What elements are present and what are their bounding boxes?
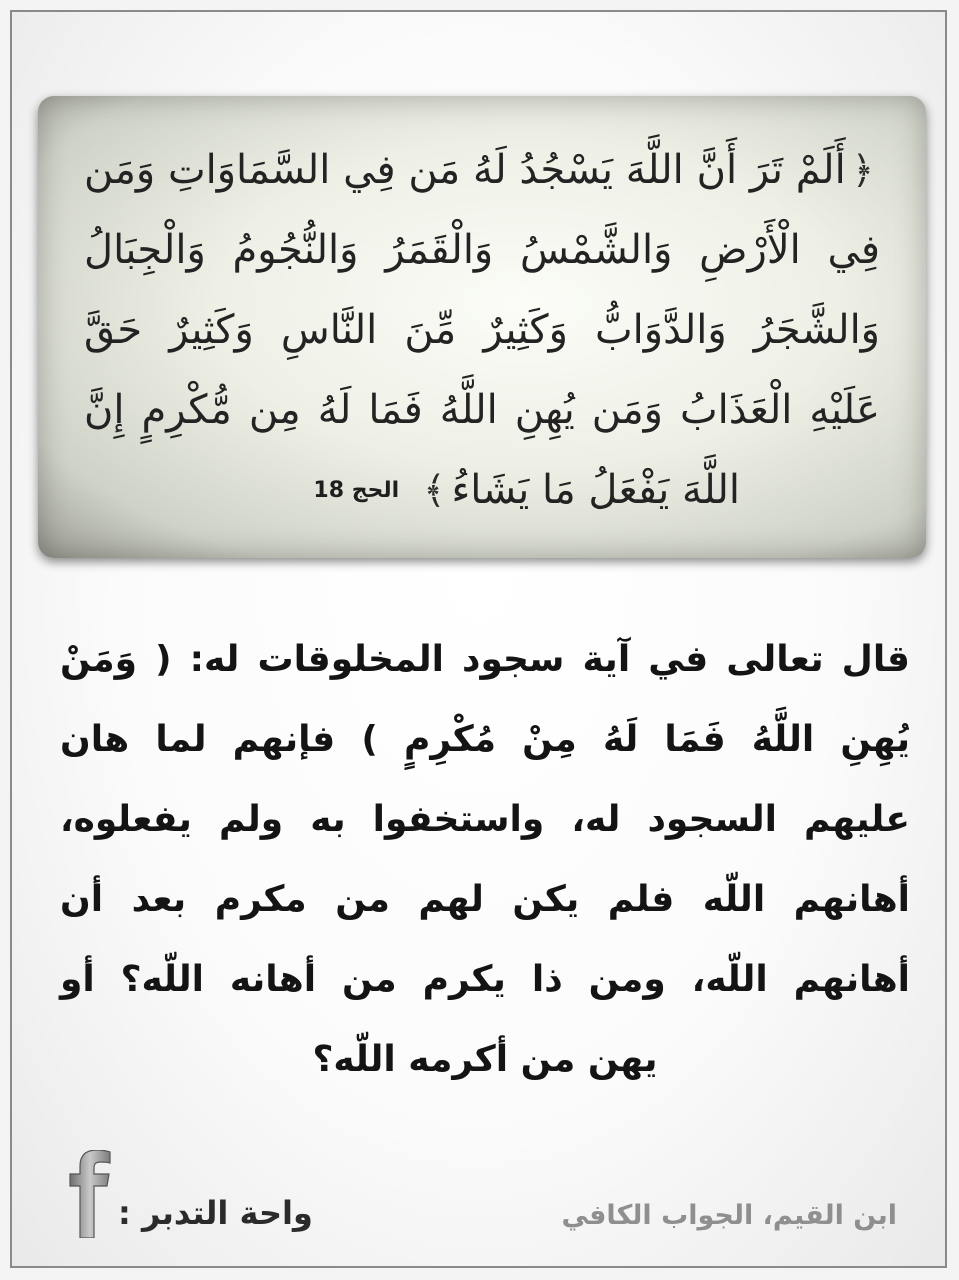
facebook-icon[interactable] <box>66 1150 114 1238</box>
commentary-line: أهانهم اللّه، ومن ذا يكرم من أهانه اللّه؟ أو <box>60 959 910 1000</box>
commentary-line: يهن من أكرمه اللّه؟ <box>312 1039 658 1080</box>
source-attribution: ابن القيم، الجواب الكافي <box>561 1200 897 1231</box>
page-name-label: واحة التدبر : <box>118 1194 313 1232</box>
commentary-line: يُهِنِ اللَّهُ فَمَا لَهُ مِنْ مُكْرِمٍ ) فإنهم لما هان <box>60 719 910 760</box>
verse-line-3: وَالشَّجَرُ وَالدَّوَابُّ وَكَثِيرٌ مِّنَ النَّاسِ وَكَثِيرٌ حَقَّ <box>84 307 880 353</box>
footer <box>0 1150 959 1260</box>
verse-line-5-row <box>84 450 880 530</box>
verse-line-2: فِي الْأَرْضِ وَالشَّمْسُ وَالْقَمَرُ وَالنُّجُومُ وَالْجِبَالُ <box>84 227 880 273</box>
verse-close-bracket: ﴾ <box>423 468 446 512</box>
verse-open-bracket: ﴿ <box>851 148 874 192</box>
verse-line-4: عَلَيْهِ الْعَذَابُ وَمَن يُهِنِ اللَّهُ فَمَا لَهُ مِن مُّكْرِمٍ إِنَّ <box>84 387 880 433</box>
commentary-text <box>60 620 910 1100</box>
surah-reference: الحج 18 <box>313 477 400 503</box>
commentary-line: قال تعالى في آية سجود المخلوقات له: ( وَمَنْ <box>60 639 910 680</box>
commentary-line: أهانهم اللّه فلم يكن لهم من مكرم بعد أن <box>60 879 910 920</box>
verse-line-5: اللَّهَ يَفْعَلُ مَا يَشَاءُ <box>451 467 740 513</box>
quran-verse-card <box>38 96 926 558</box>
verse-line-1: ﴿أَلَمْ تَرَ أَنَّ اللَّهَ يَسْجُدُ لَهُ مَن فِي السَّمَاوَاتِ وَمَن <box>84 130 880 210</box>
commentary-line: عليهم السجود له، واستخفوا به ولم يفعلوه، <box>60 799 910 840</box>
